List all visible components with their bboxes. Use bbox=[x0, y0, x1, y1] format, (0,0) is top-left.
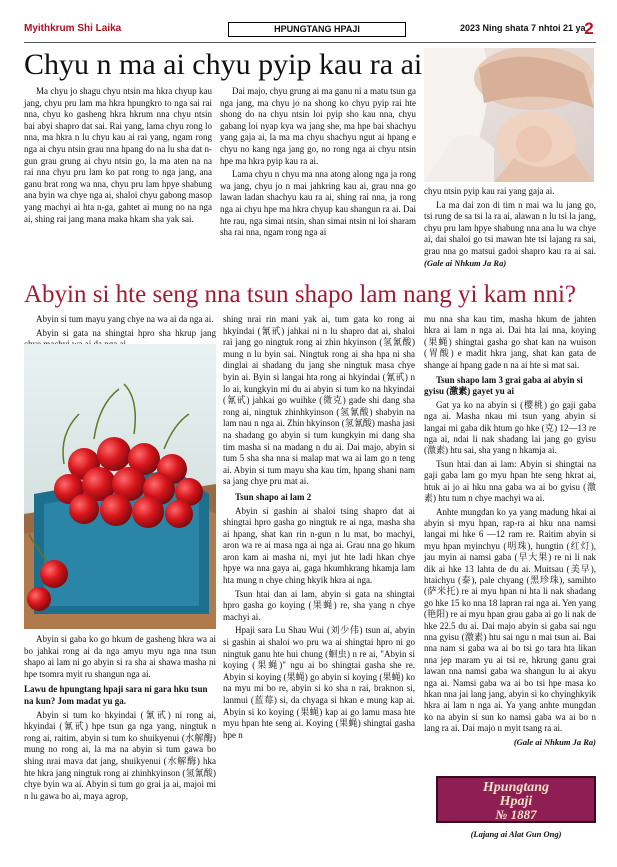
breastfeeding-illustration bbox=[424, 48, 594, 182]
article2-column-3 bbox=[424, 314, 596, 750]
article1-column-3 bbox=[424, 186, 596, 271]
article1-title: Chyu n ma ai chyu pyip kau ra ai bbox=[24, 48, 423, 81]
issue-date: 2023 Ning shata 7 nhtoi 21 ya bbox=[460, 23, 586, 33]
article1-credit: (Gale ai Nhkum Ja Ra) bbox=[424, 257, 507, 268]
paragraph: Hpaji sara Lu Shau Wui (刘少伟) tsun ai, abyin si gashin ai shaloi wo pru wa ai shingtai hpro ni go ningtuk ganu hte hui chung (蛔虫) n re ai, "Abyin si koying (果蝇)" ngu ai bo shingtai gasha she re. Abyin si koying (果蝇) go abyin si koying (果蝇) ko na myu mi bo re, abyin si ko sha n rai, braknon si, lanmui (蓝莓) si, da chyaga si hkan e mung kap ai. Abyin si ko koying (果蝇) kap ai go lamu masa hte myu hpan hte seng ai. Koying (果蝇) shingtai gasha hpe n bbox=[223, 625, 415, 740]
paragraph: Abyin si tum mayu yang chye na wa ai da nga ai. bbox=[36, 314, 214, 324]
article1-column-1 bbox=[24, 86, 212, 227]
logo-line-1: Hpungtang bbox=[482, 780, 550, 795]
article1-column-2 bbox=[220, 86, 416, 241]
header-divider bbox=[24, 42, 596, 43]
article2-credit: (Gale ai Nhkum Ja Ra) bbox=[513, 736, 596, 747]
article2-title: Abyin si hte seng nna tsun shapo lam nang yi kam nni? bbox=[24, 281, 577, 308]
cherries-illustration bbox=[24, 344, 216, 629]
logo-line-2: Hpaji bbox=[499, 794, 533, 809]
paragraph: shing nrai rin mani yak ai, tum gata ko rong ai hkyindai (氰甙) jahkai ni n lu shapro dat ai, shaloi rai jang go ningtuk rong ai zhin hkyinson (氢氰酸) mung n lu byin sai. Ningtuk rong ai sha hpa ni sha dinglai ai shadang du jang she ningtuk masa chye byin ai. Byin si langai hta rong ai hkyindai (氰甙) n lo ai, kungkyin mi du ai abyin si tum ko na hkyindai (氰甙) jahkai go wuihke (微克) gade shi dang sha rong ai, ningtuk zhinhkyinson (氢氰酸) shabyin na lam nau n nga ai. Zhin hkyinson (氢氰酸) masha jasi na shadang go abyin si tum kungkyin mi dang sha tim masha si na madang n du ai. Dai majo, abyin si tum 5 sha sha nna si malap mat wa ai lam go n teng ai. Abyin si tum mayu sha kau tim, hpang shani nam sa jang chye pru mat ai. bbox=[223, 314, 415, 487]
subheading: Tsun shapo ai lam 2 bbox=[235, 491, 312, 502]
paragraph: chyu ntsin pyip kau rai yang gaja ai. bbox=[424, 186, 555, 196]
paragraph: mu nna sha kau tim, masha hkum de jahten hkra ai lam n nga ai. Dai hta lai nna, koying (果蝇) shingtai gasha go shat kan na wuison (胃酸) e madit hkra jang, shat kan gata de shange ai hpang gade n na ai hte si mat sai. bbox=[424, 314, 596, 370]
mother-baby-photo bbox=[424, 48, 594, 182]
paragraph: Abyin si gata na shingtai hpro sha hkrup jang bbox=[36, 327, 216, 338]
subheading: Tsun shapo lam 3 grai gaba ai abyin si gyisu (激素) gayet yu ai bbox=[424, 375, 583, 397]
article2-column-1-bottom bbox=[24, 634, 216, 804]
page-header bbox=[24, 19, 596, 40]
paragraph: Abyin si gaba ko go hkum de gasheng hkra wa ai bo jahkai rong ai da nga amyu myu nga nna tsun shapo ai lam ni go abyin si ra sha ai shawa masha ni hpe tsomra myit ru shangun nga ai. bbox=[24, 634, 216, 679]
paragraph bbox=[424, 200, 596, 270]
section-label: HPUNGTANG HPAJI bbox=[228, 22, 406, 37]
paper-name: Myithkrum Shi Laika bbox=[24, 23, 122, 34]
cherries-photo bbox=[24, 344, 216, 629]
column-logo bbox=[436, 776, 596, 823]
paragraph: Tsun htai dan ai lam, abyin si gata na shingtai hpro gasha go koying (果蝇) re, sha yang n chye machyi ai. bbox=[223, 588, 415, 622]
paragraph: Abyin si tum ko hkyindai (氰甙) ni rong ai, hkyindai (氰甙) hpe tsun ga nga yang, ningtuk n rong ai, raitim, abyin si tum ko shuikyenui (水解酶) mung no rong ai, la ma na abyin si tum gawa bo shing nrai mava dat jang, shuikyenui (水解酶) hka hte hkra jang ningtuk rong ai zhinhkyinson (氢氰酸) chye byin wa ai. Abyin si tum go grai ja ai, majoi mi n lu gawa bo ai, maya agrop, bbox=[24, 709, 216, 801]
logo-issue-number: № 1887 bbox=[495, 807, 537, 822]
paragraph: Lama chyu n chyu ma nna atong along nga ja rong wa jang, chyu jo n mai jahkring kau ai, grau nna go lawan ladan shachyu kau ra ai, shing rai nna, ja rong nga ai chyu hpe ma hkra chyup kau shangun ra ai. Dai hte rau, nga simai ntsin, shan simai ntsin ni loi sharam sha rai nna, ngam rong nga ai bbox=[220, 169, 416, 238]
paragraph: Ma chyu jo shagu chyu ntsin ma hkra chyup kau jang, chyu pru lam ma hkra hpungkro to nga sai rai nna, chyu ko gasheng hkra hkrum nna chyu ntsin bai abyi shapro dat sai. Rai yang, lama chyu rong lo nna, ma hkra n lu chyu kau ai rai yang, ngam rong nga ai chyu ntsin grau nna hpang do na lu sha dat n-gun grau grung ai chyu ntsin go, la ma aten na na rai nna chyu pru lam ko pat rong to nga jang, ana ganu brat rong wa nna, chyu pru lam hpye shabung ana byin wa chye nga ai, shaloi chyu gabong masop yang machyi ai hta n-ga, gahtet ai mung no na nga ai, shing rai jang mana maka hkam sha yak sai. bbox=[24, 86, 212, 224]
paragraph: Abyin si gashin ai shaloi tsing shapro dat ai shingtai hpro gasha go ningtuk re ai nga, masha sha ai hpang, shat kan rin n-gun n lu mat, bo machyi, aron wa re ai masa nga ai nga ai. Grau nna go hkum aron kam ai masha ni, myi jut hte ladi hkan chye hpye wa nna gaya ai, gaga hkumhkrang hkamja lam hta mung n chye ching hkyik hkra ai nga. bbox=[223, 505, 415, 586]
paragraph: Gat ya ko na abyin si (樱桃) go gaji gaba nga ai. Masha nkau mi tsun yang abyin si langai mi gaba dik htum go hke (克) 12—13 re nga ai, ndai li nak shadang lai jang go gyisu (激素) htu sai, sha yang n hkamja ai. bbox=[424, 399, 596, 456]
page-number: 2 bbox=[584, 19, 594, 38]
logo-credit: (Lajang ai Alat Gun Ong) bbox=[470, 829, 562, 839]
article2-column-2 bbox=[223, 314, 415, 743]
paragraph: Tsun htai dan ai lam: Abyin si shingtai na gaji gaba lam go myu hpan hte seng hkrat ai, htuk ai jo ai hku nna gaba wa ai bo gyisu (激素) htu tum n chye machyi wa ai. bbox=[424, 458, 596, 504]
paragraph: Dai majo, chyu grung ai ma ganu ni a matu tsun ga nga jang, ma chyu jo na shong ko chyu pyip rai hte shong do na chyu ntsin loi pyip sho kau nna, chyu gabang loi nyap kya wa jang she, ma hpe bai shachyu yang gaja ai, la ma ma chyu shachyu ngut ai hpang e chyu no kang nga jang go, no rong nga ai chyu ntsin hpe ma hkra pyip kau ra ai. bbox=[220, 86, 416, 166]
paragraph-text: La ma dai zon di tim n mai wa lu jang go, tsi rung de sa tsi la ra ai, alawan n lu tsi la jang, chyu pru lam hpye shabung nna ana lu wa chye ai, dai shaloi go tsi mawan hte tsi lajang ra sai, grau nna go matsui gadoi shapro kau ra ai sai. bbox=[424, 199, 596, 256]
subheading: Lawu de hpungtang hpaji sara ni gara hku tsun na kun? Jom madat yu ga. bbox=[24, 684, 208, 706]
paragraph: Anhte mungdan ko ya yang madung hkai ai abyin si myu hpan, rap-ra ai hku nna namsi langai mi hke 6 —12 ram re. Raitim abyin si myu hpan myinchyu (明珠), hungtin (红灯), jau myin ai namsi gaba (早大果) re ni li nak dik ai hke 13 lahta de du ai. Muitsau (美早), htaichyu (泰), pale chyang (黑珍珠), samihto (萨米托) re ai myu hpan ni hta li nak shadang go hke 15 ko nna 18 lapran rai nga ai. Yen yang (艳阳) re ai myu hpan grau gaba ai go li nak de hke 22.5 du ai. Dai majo abyin si gaba sai ngu nna gyisu (激素) htu sai ngu n mai tsun ai. Bai nna nam si gaba wa ai bo tsi go tara hta likan nna jep maram yu ai tsi re, hkrung ganu grai lawan nna namsi gaba wa shangun lu ai akyu nga ai. Namsi gaba wa ai bo tsi hpe masa ko hkan nna jai lang jang, abyin si ko chyinghkyik hkra ai lam n nga ai. Ya yang anhte mungdan ko na abyin si sun ko namsi gaba wa ai bo n lang ra ai. Dai majo n myit tsang ra ai. bbox=[424, 506, 596, 734]
